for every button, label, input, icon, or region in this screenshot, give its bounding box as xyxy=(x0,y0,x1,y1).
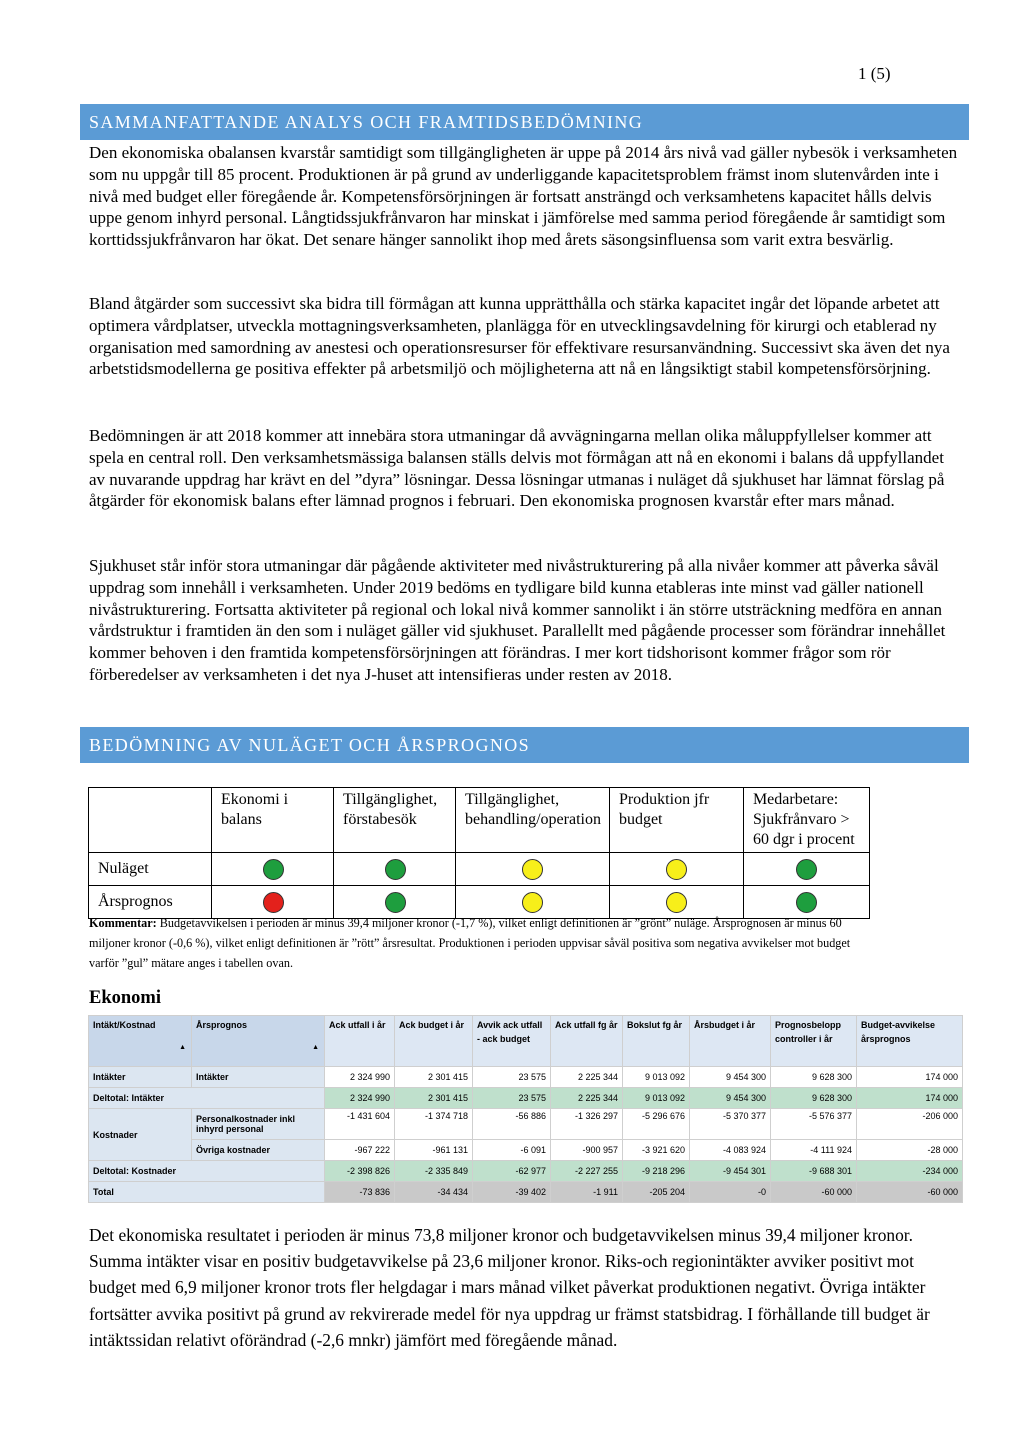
table-cell: 9 628 300 xyxy=(771,1088,857,1109)
column-header-ack-outcome-prev: Ack utfall fg år xyxy=(551,1016,623,1067)
status-indicator-icon xyxy=(796,892,817,913)
summary-paragraph-4: Sjukhuset står inför stora utmaningar där pågående aktiviteter med nivåstrukturering på alla nivåer kommer att påverka såväl uppdrag som innehåll i verksamheten. Under 2019 bedöms en tydligare bild kunna etableras inte minst vad gäller nationell nivåstrukturering. Fortsatta aktiviteter på regional och lokal nivå kommer sannolikt i än större utsträckning medföra en annan vårdstruktur i framtiden än den som i nuläget gäller vid sjukhuset. Parallellt med pågående processer som förändrar innehållet kommer behoven i den framtida kompetensförsörjningen att förändras. I mer kort tidshorisont kommer frågor som rör förberedelser av verksamheten i det nya J-huset att intensifieras under resten av 2018. xyxy=(89,556,946,684)
section-heading-assessment: BEDÖMNING AV NULÄGET OCH ÅRSPROGNOS xyxy=(80,727,969,763)
table-cell: -6 091 xyxy=(473,1140,551,1161)
assessment-row-label: Nuläget xyxy=(89,853,212,886)
page-number: 1 (5) xyxy=(858,64,891,83)
comment-text: Budgetavvikelsen i perioden är minus 39,4 miljoner kronor (-1,7 %), vilket enligt definitionen är ”grönt” nuläge. Årsprognosen är minus 60 miljoner kronor (-0,6 %), vilket enligt definitionen är ”rött” årsresultat. Produktionen i perioden uppvisar såväl positiva som negativa avvikelser mot budget varför ”gul” mätare anges i tabellen ovan. xyxy=(89,916,851,970)
status-indicator-icon xyxy=(666,892,687,913)
table-cell: -0 xyxy=(690,1182,771,1203)
table-cell: -1 911 xyxy=(551,1182,623,1203)
status-indicator-icon xyxy=(522,892,543,913)
row-sub-label: Intäkter xyxy=(192,1067,325,1088)
assessment-header-economy: Ekonomi i balans xyxy=(212,788,334,853)
table-cell: -2 227 255 xyxy=(551,1161,623,1182)
table-cell: -5 576 377 xyxy=(771,1109,857,1140)
table-cell: -39 402 xyxy=(473,1182,551,1203)
table-cell: 9 013 092 xyxy=(623,1067,690,1088)
sort-icon[interactable]: ▲ xyxy=(312,1044,319,1051)
table-cell: 9 628 300 xyxy=(771,1067,857,1088)
table-cell: 2 324 990 xyxy=(325,1088,395,1109)
table-cell: -234 000 xyxy=(857,1161,963,1182)
table-cell: -60 000 xyxy=(857,1182,963,1203)
table-cell: -73 836 xyxy=(325,1182,395,1203)
table-row-subtotal-income xyxy=(89,1088,963,1109)
table-row-other-costs xyxy=(89,1140,963,1161)
summary-paragraph-1: Den ekonomiska obalansen kvarstår samtidigt som tillgängligheten är uppe på 2014 års nivå vad gäller nybesök i verksamheten som nu uppgår till 85 procent. Produktionen är på grund av underliggande kapacitetsproblem främst inom slutenvården inte i nivå med budget eller föregående år. Kompetensförsörjningen är fortsatt ansträngd och verksamhetens kapacitet hålls delvis uppe genom inhyrd personal. Långtidssjukfrånvaron har minskat i jämförelse med samma period föregående år samtidigt som korttidssjukfrånvaron har ökat. Det senare hänger sannolikt ihop med årets säsongsinfluensa som varit extra besvärlig. xyxy=(89,143,958,250)
section-heading-summary: SAMMANFATTANDE ANALYS OCH FRAMTIDSBEDÖMNING xyxy=(80,104,969,140)
table-cell: 2 324 990 xyxy=(325,1067,395,1088)
table-cell: 9 013 092 xyxy=(623,1088,690,1109)
table-cell: -1 374 718 xyxy=(395,1109,473,1140)
table-cell: -205 204 xyxy=(623,1182,690,1203)
table-cell: -9 688 301 xyxy=(771,1161,857,1182)
table-cell: -60 000 xyxy=(771,1182,857,1203)
table-cell: -3 921 620 xyxy=(623,1140,690,1161)
assessment-comment xyxy=(89,913,879,973)
column-header-ack-deviation: Avvik ack utfall - ack budget xyxy=(473,1016,551,1067)
column-header-annual-budget: Årsbudget i år xyxy=(690,1016,771,1067)
assessment-header-access-treatment: Tillgänglighet, behandling/operation xyxy=(456,788,610,853)
comment-label: Kommentar: xyxy=(89,916,157,930)
row-group-label: Kostnader xyxy=(89,1109,192,1161)
table-cell: -961 131 xyxy=(395,1140,473,1161)
assessment-row-label: Årsprognos xyxy=(89,886,212,919)
table-cell: -9 218 296 xyxy=(623,1161,690,1182)
table-cell: -62 977 xyxy=(473,1161,551,1182)
table-cell: -9 454 301 xyxy=(690,1161,771,1182)
table-cell: -1 326 297 xyxy=(551,1109,623,1140)
row-sub-label: Övriga kostnader xyxy=(192,1140,325,1161)
table-cell: 2 301 415 xyxy=(395,1088,473,1109)
table-cell: -28 000 xyxy=(857,1140,963,1161)
table-cell: -206 000 xyxy=(857,1109,963,1140)
status-indicator-icon xyxy=(385,892,406,913)
economy-paragraph: Det ekonomiska resultatet i perioden är minus 73,8 miljoner kronor och budgetavvikelsen minus 39,4 miljoner kronor. Summa intäkter visar en positiv budgetavvikelse på 23,6 miljoner kronor. Riks-och regionintäkter avviker positivt mot budget med 6,9 miljoner kronor trots fler helgdagar i mars månad vilket påverkat produktionen negativt. Övriga intäkter fortsätter avvika positivt på grund av rekvirerade medel för nya uppdrag ur främst statsbidrag. I förhållande till budget är intäktssidan relativt oförändrad (-2,6 mnkr) jämfört med föregående månad. xyxy=(89,1225,930,1350)
table-cell: 9 454 300 xyxy=(690,1088,771,1109)
column-header-income-cost[interactable] xyxy=(89,1016,192,1067)
table-cell: -2 398 826 xyxy=(325,1161,395,1182)
table-cell: -1 431 604 xyxy=(325,1109,395,1140)
table-cell: 23 575 xyxy=(473,1067,551,1088)
assessment-header-production: Produktion jfr budget xyxy=(609,788,743,853)
finance-table xyxy=(88,1015,963,1203)
row-label: Deltotal: Intäkter xyxy=(89,1088,325,1109)
status-indicator-icon xyxy=(522,859,543,880)
summary-paragraph-2: Bland åtgärder som successivt ska bidra till förmågan att kunna upprätthålla och stärka kapacitet ingår det löpande arbetet att optimera vårdplatser, utveckla mottagningsverksamheten, planlägga för en utvecklingsavdelning för kirurgi och etablerad ny organisation med samordning av anestesi och operationsresurser för effektivare resursanvändning. Successivt ska även det nya arbetstidsmodellerna ge positiva effekter på arbetsmiljö och möjligheterna att nå en långsiktigt stabil kompetensförsörjning. xyxy=(89,294,950,379)
table-cell: -4 083 924 xyxy=(690,1140,771,1161)
row-group-label: Intäkter xyxy=(89,1067,192,1088)
table-cell: -900 957 xyxy=(551,1140,623,1161)
table-row-income xyxy=(89,1067,963,1088)
summary-paragraph-3: Bedömningen är att 2018 kommer att innebära stora utmaningar då avvägningarna mellan olika måluppfyllelser kommer att spela en central roll. Den verksamhetsmässiga balansen ställs delvis mot förmågan att nå en ekonomi i balans då uppfyllandet av nuvarande uppdrag har krävt en del ”dyra” lösningar. Dessa lösningar utmanas i nuläget då sjukhuset har lämnat förslag på åtgärder för ekonomisk balans efter lämnad prognos i februari. Den ekonomiska prognosen kvarstår efter mars månad. xyxy=(89,426,945,511)
column-header-controller-forecast: Prognosbelopp controller i år xyxy=(771,1016,857,1067)
column-header-ack-outcome: Ack utfall i år xyxy=(325,1016,395,1067)
table-cell: -2 335 849 xyxy=(395,1161,473,1182)
table-cell: -56 886 xyxy=(473,1109,551,1140)
status-indicator-icon xyxy=(666,859,687,880)
assessment-table xyxy=(88,787,870,919)
status-indicator-icon xyxy=(263,892,284,913)
header-label: Intäkt/Kostnad xyxy=(93,1020,156,1030)
table-cell: -4 111 924 xyxy=(771,1140,857,1161)
table-cell: 9 454 300 xyxy=(690,1067,771,1088)
row-label: Total xyxy=(89,1182,325,1203)
column-header-closing-prev: Bokslut fg år xyxy=(623,1016,690,1067)
status-indicator-icon xyxy=(263,859,284,880)
table-cell: -5 296 676 xyxy=(623,1109,690,1140)
assessment-row-current xyxy=(89,853,870,886)
table-row-personnel xyxy=(89,1109,963,1140)
assessment-header-staff-sick-leave: Medarbetare: Sjukfrånvaro > 60 dgr i procent xyxy=(743,788,869,853)
sort-icon[interactable]: ▲ xyxy=(179,1044,186,1051)
economy-heading: Ekonomi xyxy=(89,988,161,1008)
table-cell: 2 301 415 xyxy=(395,1067,473,1088)
status-indicator-icon xyxy=(385,859,406,880)
row-label: Deltotal: Kostnader xyxy=(89,1161,325,1182)
header-label: Årsprognos xyxy=(196,1020,248,1030)
column-header-forecast[interactable] xyxy=(192,1016,325,1067)
table-cell: 174 000 xyxy=(857,1067,963,1088)
column-header-ack-budget: Ack budget i år xyxy=(395,1016,473,1067)
table-cell: -967 222 xyxy=(325,1140,395,1161)
finance-table-container xyxy=(88,1015,962,1203)
assessment-header-empty xyxy=(89,788,212,853)
table-cell: 2 225 344 xyxy=(551,1088,623,1109)
row-sub-label: Personalkostnader inkl inhyrd personal xyxy=(192,1109,325,1140)
assessment-header-access-first-visit: Tillgänglighet, förstabesök xyxy=(334,788,456,853)
table-row-total xyxy=(89,1182,963,1203)
table-row-subtotal-costs xyxy=(89,1161,963,1182)
column-header-budget-deviation: Budget-avvikelse årsprognos xyxy=(857,1016,963,1067)
table-cell: -5 370 377 xyxy=(690,1109,771,1140)
table-cell: 2 225 344 xyxy=(551,1067,623,1088)
status-indicator-icon xyxy=(796,859,817,880)
table-cell: 23 575 xyxy=(473,1088,551,1109)
table-cell: 174 000 xyxy=(857,1088,963,1109)
table-cell: -34 434 xyxy=(395,1182,473,1203)
